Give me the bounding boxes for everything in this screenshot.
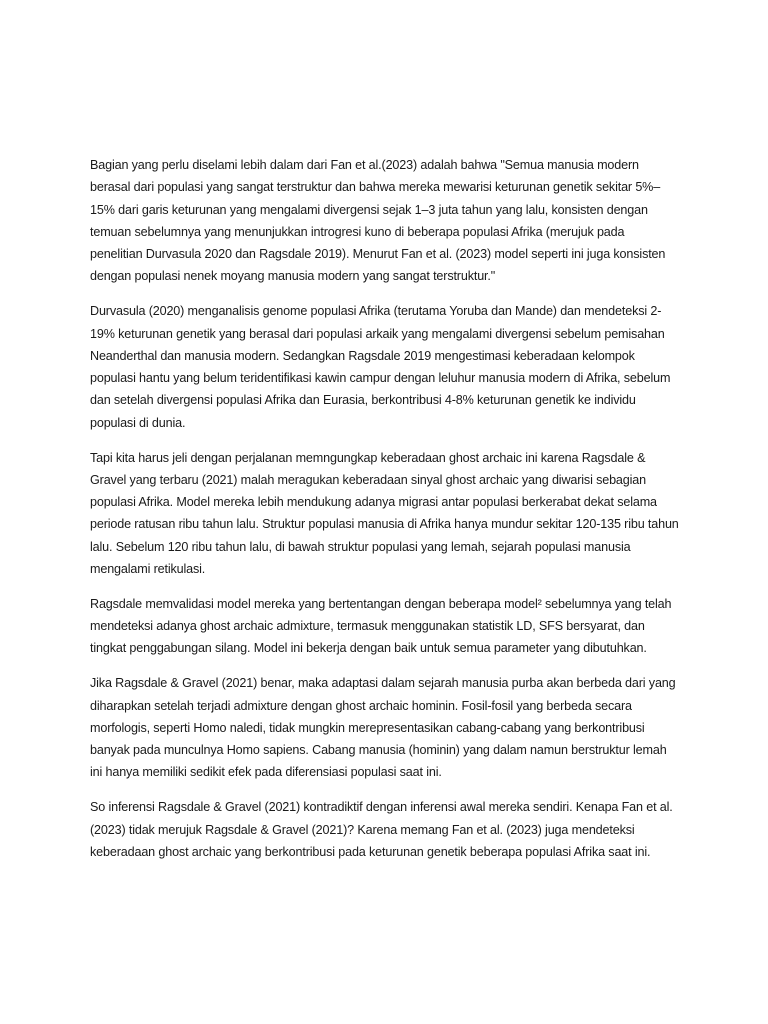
paragraph-4: Ragsdale memvalidasi model mereka yang bertentangan dengan beberapa model² sebelumnya yang telah mendeteksi adanya ghost archaic admixture, termasuk menggunakan statistik LD, SFS bersyarat, dan tingkat penggabungan silang. Model ini bekerja dengan baik untuk semua parameter yang dibutuhkan. [90,596,672,656]
paragraph-1: Bagian yang perlu diselami lebih dalam dari Fan et al.(2023) adalah bahwa "Semua manusia modern berasal dari populasi yang sangat terstruktur dan bahwa mereka mewarisi keturunan genetik sekitar 5%–15% dari garis keturunan yang mengalami divergensi sejak 1–3 juta tahun yang lalu, konsisten dengan temuan sebelumnya yang menunjukkan introgresi kuno di beberapa populasi Afrika (merujuk pada penelitian Durvasula 2020 dan Ragsdale 2019). Menurut Fan et al. (2023) model seperti ini juga konsisten dengan populasi nenek moyang manusia modern yang sangat terstruktur." [90,158,666,284]
paragraph-2: Durvasula (2020) menganalisis genome populasi Afrika (terutama Yoruba dan Mande) dan mendeteksi 2-19% keturunan genetik yang berasal dari populasi arkaik yang mengalami divergensi sebelum pemisahan Neanderthal dan manusia modern. Sedangkan Ragsdale 2019 mengestimasi keberadaan kelompok populasi hantu yang belum teridentifikasi kawin campur dengan leluhur manusia modern di Afrika, sebelum dan setelah divergensi populasi Afrika dan Eurasia, berkontribusi 4-8% keturunan genetik ke individu populasi di dunia. [90,304,671,430]
paragraph-6: So inferensi Ragsdale & Gravel (2021) kontradiktif dengan inferensi awal mereka sendiri. Kenapa Fan et al. (2023) tidak merujuk Ragsdale & Gravel (2021)? Karena memang Fan et al. (2023) juga mendeteksi keberadaan ghost archaic yang berkontribusi pada keturunan genetik beberapa populasi Afrika saat ini. [90,800,673,859]
document-body [90,154,680,876]
paragraph-3: Tapi kita harus jeli dengan perjalanan memngungkap keberadaan ghost archaic ini karena Ragsdale & Gravel yang terbaru (2021) malah meragukan keberadaan sinyal ghost archaic yang diwarisi sebagian populasi Afrika. Model mereka lebih mendukung adanya migrasi antar populasi berkerabat dekat selama periode ratusan ribu tahun lalu. Struktur populasi manusia di Afrika hanya mundur sekitar 120-135 ribu tahun lalu. Sebelum 120 ribu tahun lalu, di bawah struktur populasi yang lemah, sejarah populasi manusia mengalami retikulasi. [90,450,679,577]
paragraph-5: Jika Ragsdale & Gravel (2021) benar, maka adaptasi dalam sejarah manusia purba akan berbeda dari yang diharapkan setelah terjadi admixture dengan ghost archaic hominin. Fosil-fosil yang berbeda secara morfologis, seperti Homo naledi, tidak mungkin merepresentasikan cabang-cabang yang berkontribusi banyak pada munculnya Homo sapiens. Cabang manusia (hominin) yang dalam namun berstruktur lemah ini hanya memiliki sedikit efek pada diferensiasi populasi saat ini. [90,676,676,780]
